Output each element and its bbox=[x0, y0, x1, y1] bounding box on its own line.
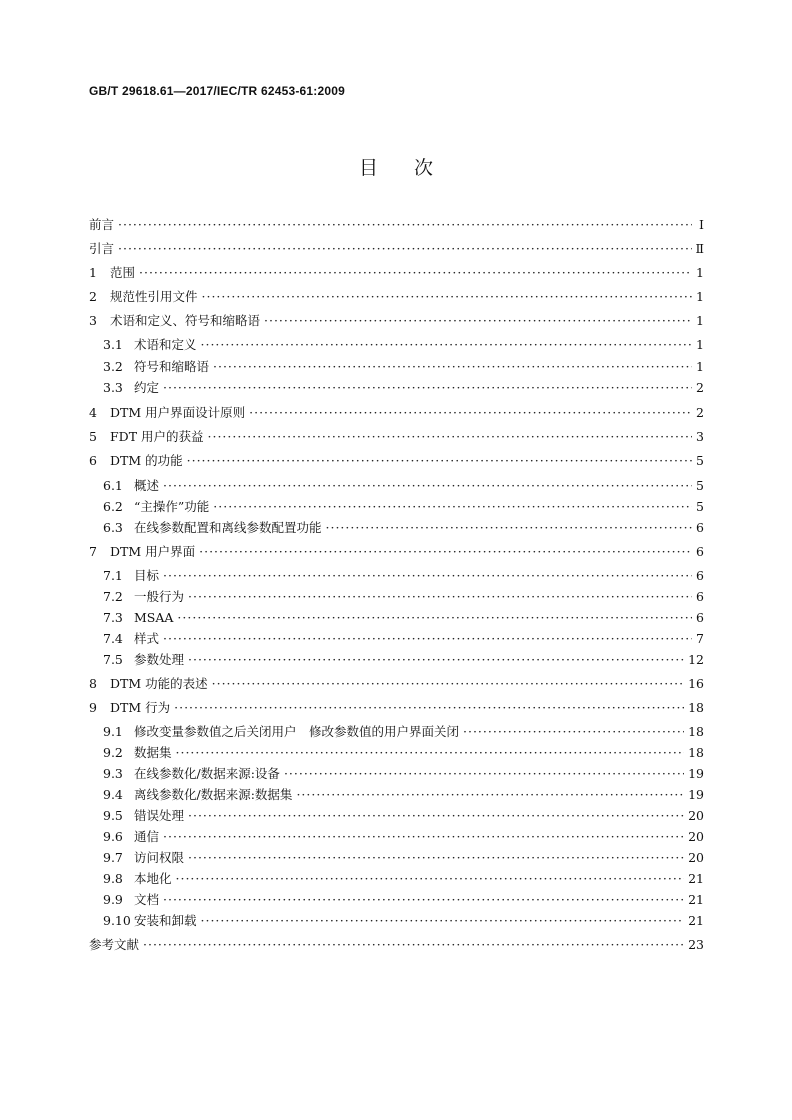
toc-entry-label: 引言 bbox=[89, 241, 115, 256]
toc-entry-page: 1 bbox=[696, 313, 704, 328]
toc-entry-page: 18 bbox=[688, 700, 704, 715]
toc-entry-number: 3.1 bbox=[103, 337, 123, 352]
toc-entry-page: 21 bbox=[688, 892, 704, 907]
toc-dot-leader bbox=[118, 241, 691, 257]
toc-entry-label: 符号和缩略语 bbox=[134, 359, 210, 374]
toc-entry-label: DTM 的功能 bbox=[110, 453, 183, 468]
toc-entry[interactable] bbox=[89, 499, 704, 515]
toc-dot-leader bbox=[188, 808, 684, 824]
toc-entry[interactable] bbox=[89, 568, 704, 584]
toc-entry[interactable] bbox=[89, 313, 704, 329]
toc-entry-number: 7.2 bbox=[103, 589, 123, 604]
toc-entry-page: 18 bbox=[688, 724, 704, 739]
toc-dot-leader bbox=[264, 313, 692, 329]
toc-dot-leader bbox=[326, 520, 692, 536]
toc-entry-number: 7.3 bbox=[103, 610, 123, 625]
toc-entry-number: 2 bbox=[89, 289, 97, 304]
toc-entry-label: DTM 用户界面设计原则 bbox=[110, 405, 246, 420]
toc-entry-number: 7.4 bbox=[103, 631, 123, 646]
toc-entry-label: 目标 bbox=[134, 568, 160, 583]
toc-entry-label: 术语和定义 bbox=[134, 337, 197, 352]
toc-entry-number: 1 bbox=[89, 265, 97, 280]
toc-entry-label: 术语和定义、符号和缩略语 bbox=[110, 313, 261, 328]
toc-entry-number: 9.7 bbox=[103, 850, 123, 865]
toc-entry-page: 21 bbox=[688, 871, 704, 886]
toc-entry[interactable] bbox=[89, 289, 704, 305]
toc-dot-leader bbox=[118, 217, 692, 233]
toc-entry-page: 16 bbox=[688, 676, 704, 691]
toc-entry-label: 一般行为 bbox=[134, 589, 185, 604]
toc-entry-number: 7 bbox=[89, 544, 97, 559]
toc-entry-number: 6.3 bbox=[103, 520, 123, 535]
toc-dot-leader bbox=[174, 700, 684, 716]
toc-dot-leader bbox=[163, 478, 692, 494]
toc-dot-leader bbox=[202, 289, 692, 305]
toc-entry-label: 数据集 bbox=[134, 745, 172, 760]
toc-entry-number: 9.9 bbox=[103, 892, 123, 907]
toc-dot-leader bbox=[296, 787, 684, 803]
toc-dot-leader bbox=[187, 453, 692, 469]
toc-entry-page: 5 bbox=[696, 453, 704, 468]
toc-entry-label: FDT 用户的获益 bbox=[110, 429, 204, 444]
toc-entry-label: 安装和卸载 bbox=[134, 913, 197, 928]
toc-entry-label: 在线参数配置和离线参数配置功能 bbox=[134, 520, 322, 535]
toc-entry-label: 文档 bbox=[134, 892, 160, 907]
toc-entry-number: 9.8 bbox=[103, 871, 123, 886]
toc-entry-label: 离线参数化/数据来源:数据集 bbox=[134, 787, 293, 802]
toc-entry-page: 3 bbox=[696, 429, 704, 444]
toc-entry[interactable] bbox=[89, 676, 704, 692]
toc-dot-leader bbox=[163, 631, 692, 647]
toc-dot-leader bbox=[188, 589, 692, 605]
toc-entry-number: 5 bbox=[89, 429, 97, 444]
toc-dot-leader bbox=[176, 871, 685, 887]
toc-entry-number: 9 bbox=[89, 700, 97, 715]
toc-entry-label: DTM 行为 bbox=[110, 700, 171, 715]
toc-entry-page: 6 bbox=[696, 589, 704, 604]
standard-header: GB/T 29618.61—2017/IEC/TR 62453-61:2009 bbox=[89, 84, 345, 98]
toc-dot-leader bbox=[201, 337, 692, 353]
toc-entry-page: 2 bbox=[696, 380, 704, 395]
toc-entry[interactable] bbox=[89, 217, 704, 233]
toc-entry[interactable] bbox=[89, 359, 704, 375]
toc-entry-label: MSAA bbox=[134, 610, 174, 625]
toc-entry[interactable] bbox=[89, 871, 704, 887]
toc-entry-label: 本地化 bbox=[134, 871, 172, 886]
toc-entry[interactable] bbox=[89, 453, 704, 469]
toc-dot-leader bbox=[177, 610, 692, 626]
toc-entry-label: 规范性引用文件 bbox=[110, 289, 198, 304]
toc-entry-page: 12 bbox=[688, 652, 704, 667]
toc-entry-number: 3 bbox=[89, 313, 97, 328]
toc-entry-label: DTM 用户界面 bbox=[110, 544, 196, 559]
toc-entry-page: 2 bbox=[696, 405, 704, 420]
toc-dot-leader bbox=[463, 724, 684, 740]
toc-entry[interactable] bbox=[89, 829, 704, 845]
toc-entry-number: 6.1 bbox=[103, 478, 123, 493]
toc-entry-label: 约定 bbox=[134, 380, 160, 395]
toc-entry[interactable] bbox=[89, 913, 704, 929]
toc-entry-label: 在线参数化/数据来源:设备 bbox=[134, 766, 280, 781]
toc-entry-number: 7.5 bbox=[103, 652, 123, 667]
toc-entry[interactable] bbox=[89, 337, 704, 353]
toc-entry[interactable] bbox=[89, 808, 704, 824]
toc-entry-number: 9.5 bbox=[103, 808, 123, 823]
toc-dot-leader bbox=[213, 359, 692, 375]
toc-dot-leader bbox=[284, 766, 684, 782]
toc-entry-label: 错误处理 bbox=[134, 808, 185, 823]
toc-dot-leader bbox=[163, 829, 684, 845]
toc-dot-leader bbox=[163, 892, 684, 908]
toc-entry[interactable] bbox=[89, 652, 704, 668]
toc-entry-label: “主操作”功能 bbox=[134, 499, 210, 514]
toc-entry-page: Ⅰ bbox=[699, 217, 704, 232]
toc-entry-number: 3.2 bbox=[103, 359, 123, 374]
toc-entry-page: 20 bbox=[688, 829, 704, 844]
toc-entry[interactable] bbox=[89, 850, 704, 866]
toc-dot-leader bbox=[163, 568, 692, 584]
toc-dot-leader bbox=[208, 429, 692, 445]
toc-entry-number: 4 bbox=[89, 405, 97, 420]
toc-dot-leader bbox=[188, 850, 684, 866]
toc-entry-page: 6 bbox=[696, 568, 704, 583]
toc-entry[interactable] bbox=[89, 700, 704, 716]
toc-entry-page: 20 bbox=[688, 808, 704, 823]
toc-entry-number: 9.3 bbox=[103, 766, 123, 781]
toc-dot-leader bbox=[139, 265, 692, 281]
toc-entry-label: 概述 bbox=[134, 478, 160, 493]
toc-entry-label: 修改变量参数值之后关闭用户 修改参数值的用户界面关闭 bbox=[134, 724, 460, 739]
toc-entry-number: 3.3 bbox=[103, 380, 123, 395]
toc-entry-page: 19 bbox=[688, 766, 704, 781]
toc-entry-number: 9.10 bbox=[103, 913, 131, 928]
toc-entry-number: 6.2 bbox=[103, 499, 123, 514]
toc-entry-label: 访问权限 bbox=[134, 850, 185, 865]
toc-entry[interactable] bbox=[89, 745, 704, 761]
toc-entry-number: 6 bbox=[89, 453, 97, 468]
toc-entry-label: 前言 bbox=[89, 217, 115, 232]
toc-entry[interactable] bbox=[89, 544, 704, 560]
toc-entry[interactable] bbox=[89, 892, 704, 908]
toc-dot-leader bbox=[199, 544, 692, 560]
toc-entry-page: 5 bbox=[696, 478, 704, 493]
toc-entry[interactable] bbox=[89, 429, 704, 445]
toc-entry-number: 9.6 bbox=[103, 829, 123, 844]
toc-entry[interactable] bbox=[89, 610, 704, 626]
toc-entry-page: 5 bbox=[696, 499, 704, 514]
toc-entry[interactable] bbox=[89, 380, 704, 396]
toc-entry[interactable] bbox=[89, 520, 704, 536]
toc-entry-page: 1 bbox=[696, 289, 704, 304]
toc-dot-leader bbox=[176, 745, 685, 761]
toc-entry-label: 样式 bbox=[134, 631, 160, 646]
toc-entry-page: 20 bbox=[688, 850, 704, 865]
toc-entry-page: 23 bbox=[688, 937, 704, 952]
toc-dot-leader bbox=[249, 405, 692, 421]
toc-entry[interactable] bbox=[89, 405, 704, 421]
toc-entry[interactable] bbox=[89, 631, 704, 647]
toc-entry-page: 6 bbox=[696, 520, 704, 535]
toc-entry[interactable] bbox=[89, 766, 704, 782]
toc-entry-page: 6 bbox=[696, 544, 704, 559]
toc-entry-page: 21 bbox=[688, 913, 704, 928]
toc-dot-leader bbox=[212, 676, 684, 692]
toc-entry-label: 范围 bbox=[110, 265, 136, 280]
toc-entry-page: 19 bbox=[688, 787, 704, 802]
page-title: 目次 bbox=[358, 157, 469, 179]
toc-entry-page: 7 bbox=[696, 631, 704, 646]
toc-entry[interactable] bbox=[89, 241, 704, 257]
toc-entry-page: 1 bbox=[696, 337, 704, 352]
toc-entry-page: 1 bbox=[696, 359, 704, 374]
toc-entry-label: 通信 bbox=[134, 829, 160, 844]
toc-dot-leader bbox=[163, 380, 692, 396]
toc-entry-page: Ⅱ bbox=[695, 241, 704, 256]
toc-entry-page: 18 bbox=[688, 745, 704, 760]
toc-entry-page: 6 bbox=[696, 610, 704, 625]
toc-entry-number: 7.1 bbox=[103, 568, 123, 583]
toc-entry-number: 9.2 bbox=[103, 745, 123, 760]
toc-entry[interactable] bbox=[89, 589, 704, 605]
toc-entry-label: 参考文献 bbox=[89, 937, 140, 952]
toc-dot-leader bbox=[213, 499, 692, 515]
toc-dot-leader bbox=[201, 913, 685, 929]
toc-entry-page: 1 bbox=[696, 265, 704, 280]
toc-entry-number: 8 bbox=[89, 676, 97, 691]
toc-entry[interactable] bbox=[89, 265, 704, 281]
toc-entry[interactable] bbox=[89, 937, 704, 953]
toc-dot-leader bbox=[143, 937, 684, 953]
toc-entry[interactable] bbox=[89, 787, 704, 803]
toc-entry-label: DTM 功能的表述 bbox=[110, 676, 208, 691]
toc-entry[interactable] bbox=[89, 478, 704, 494]
toc-entry[interactable] bbox=[89, 724, 704, 740]
toc-entry-label: 参数处理 bbox=[134, 652, 185, 667]
toc-dot-leader bbox=[188, 652, 684, 668]
toc-entry-number: 9.4 bbox=[103, 787, 123, 802]
toc-entry-number: 9.1 bbox=[103, 724, 123, 739]
